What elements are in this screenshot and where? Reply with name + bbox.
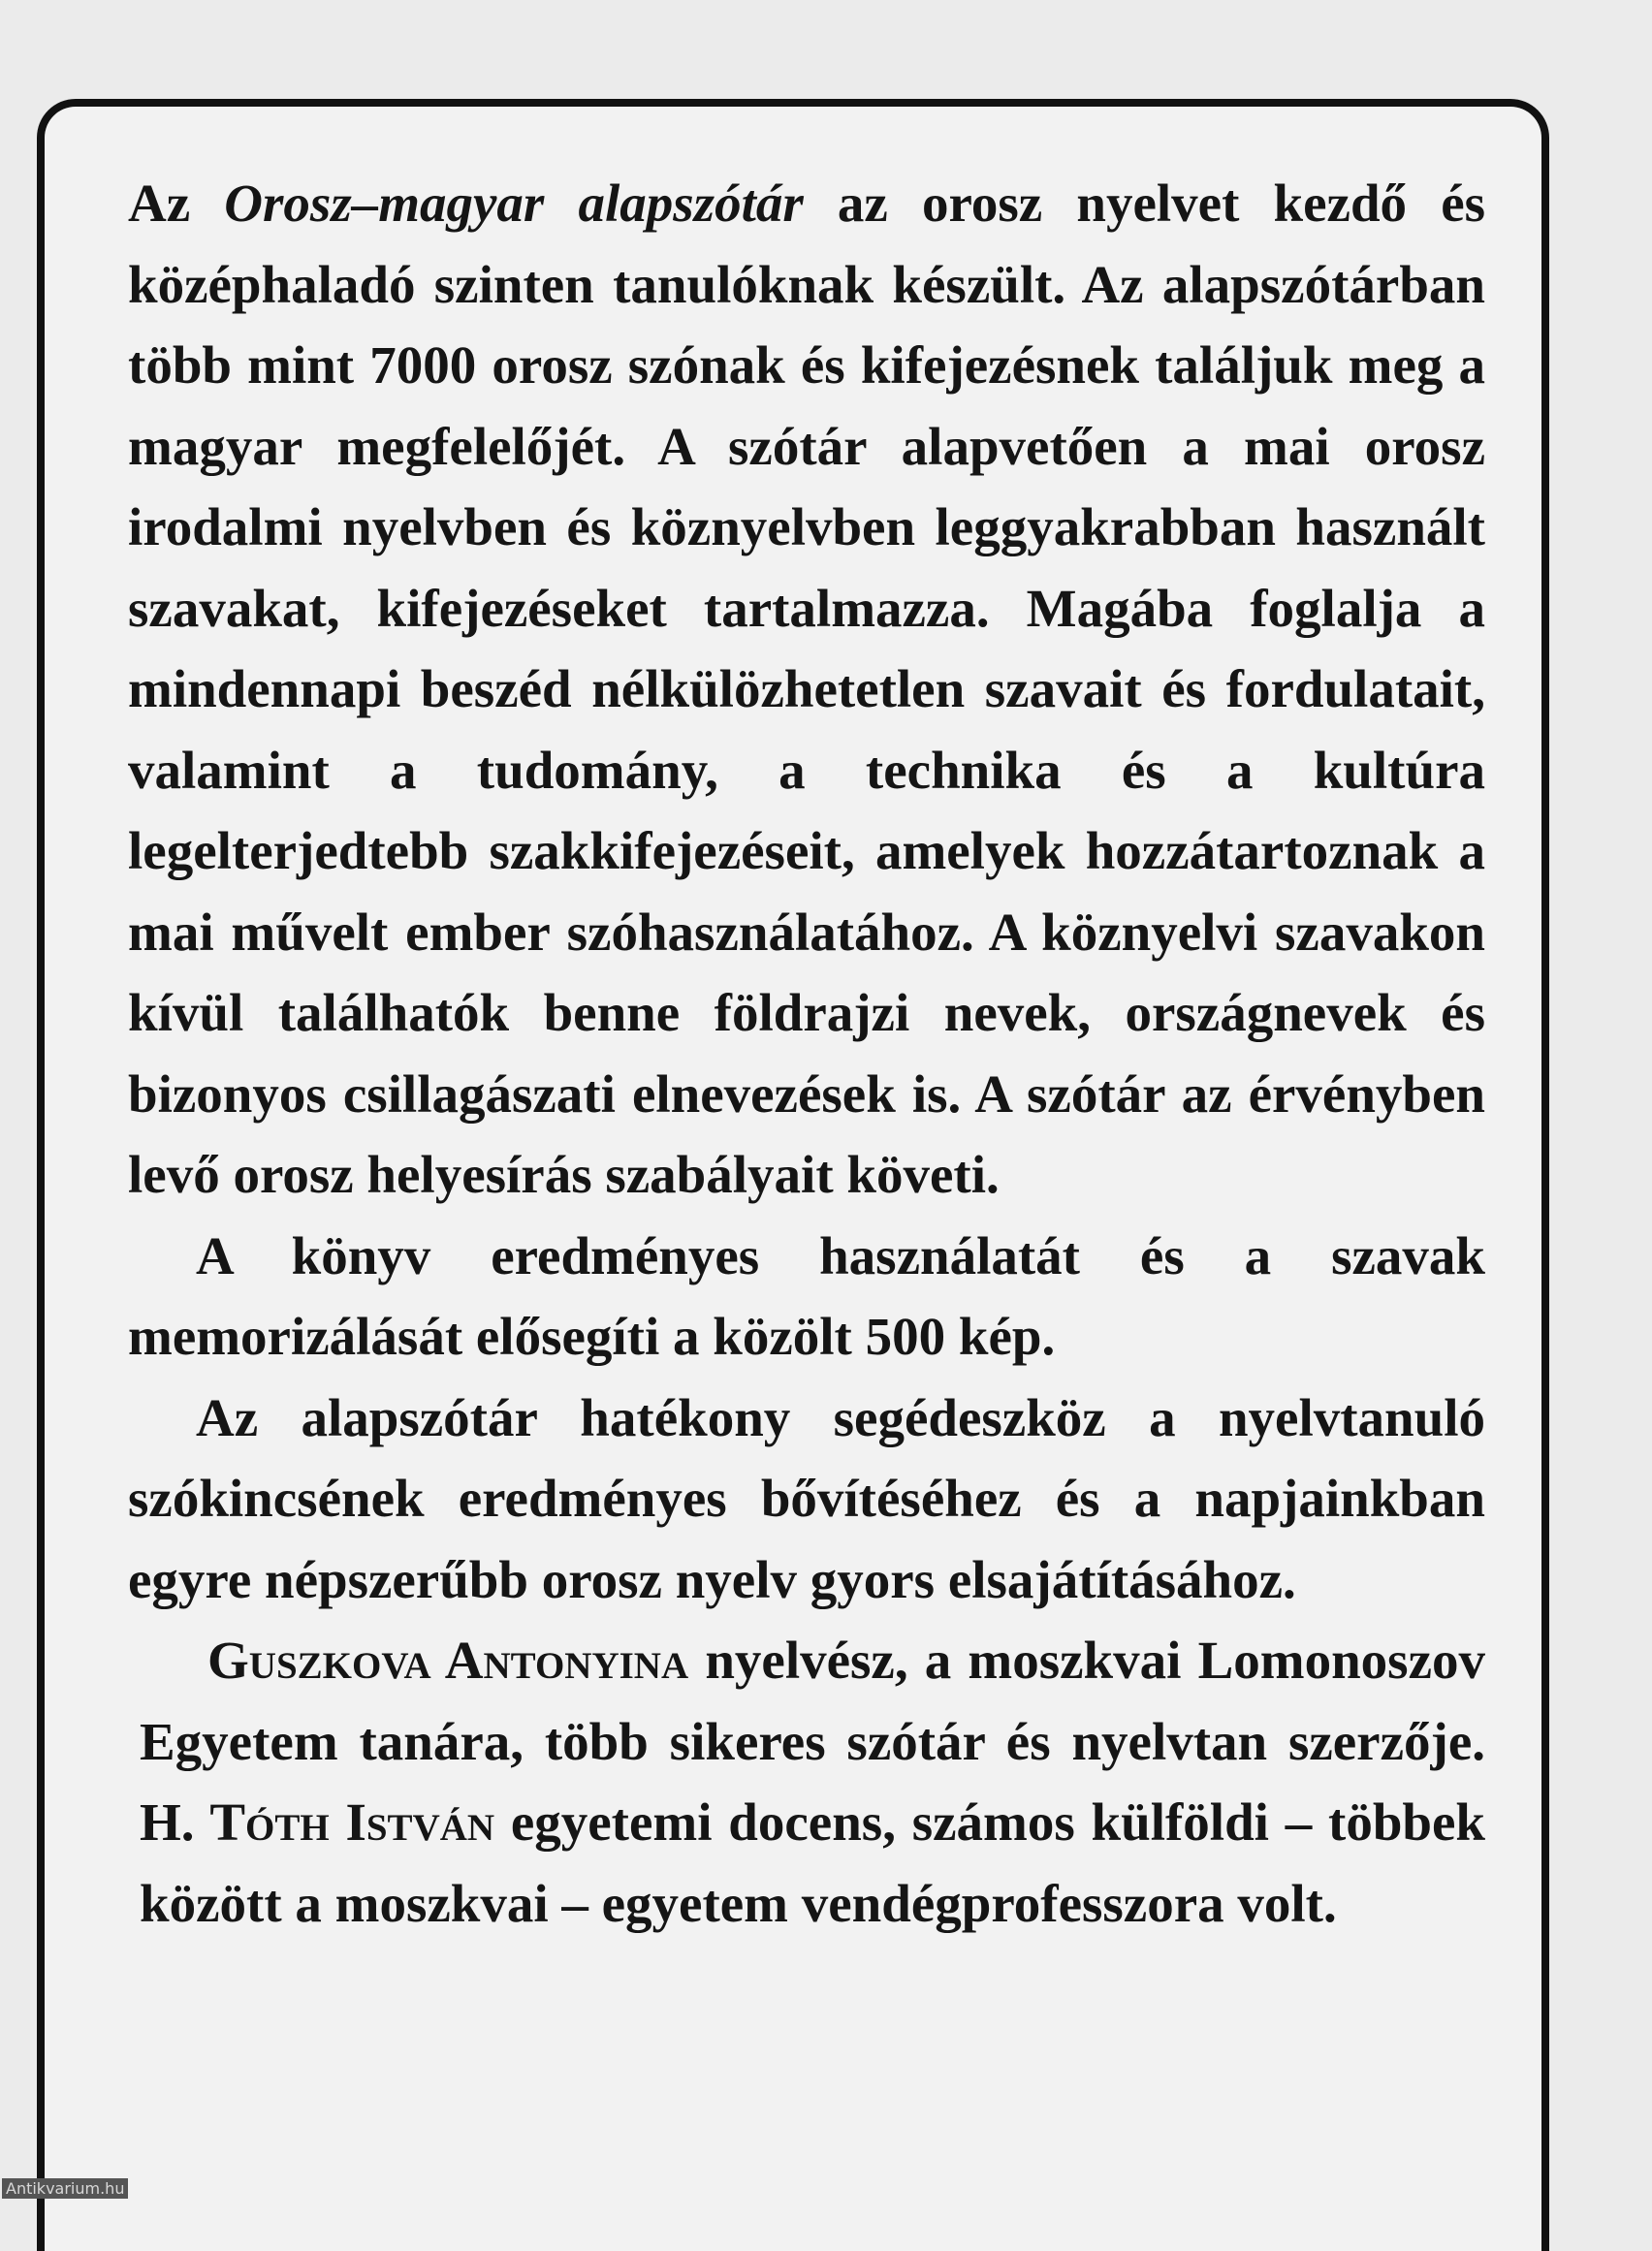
paragraph-intro	[128, 163, 1485, 1216]
paragraph-images: A könyv eredményes használatát és a szavak memorizálását elősegíti a közölt 500 kép.	[128, 1225, 1485, 1366]
book-blurb	[128, 163, 1485, 1944]
paragraph-usefulness: Az alapszótár hatékony segédeszköz a nyelvtanuló szókincsének eredményes bővítéséhez és a napjainkban egyre népszerűbb orosz nyelv gyors elsajátításához.	[128, 1387, 1485, 1609]
intro-word: Az	[128, 174, 191, 233]
author-name-1: Guszkova Antonyina	[207, 1631, 689, 1690]
author-bio-2: egyetemi docens, számos külföldi – többek között a moszkvai – egyetem vendégprofesszora volt.	[140, 1792, 1486, 1933]
paragraph-authors	[128, 1620, 1485, 1944]
intro-body: az orosz nyelvet kezdő és középhaladó szinten tanulóknak készült. Az alapszótárban több mint 7000 orosz szónak és kifejezésnek találjuk meg a magyar megfelelőjét. A szótár alapvetően a mai orosz irodalmi nyelvben és köznyelvben leggyakrabban használt szavakat, kifejezéseket tartalmazza. Magába foglalja a mindennapi beszéd nélkülözhetetlen szavait és fordulatait, valamint a tudomány, a technika és a kultúra legelterjedtebb szakkifejezéseit, amelyek hozzátartoznak a mai művelt ember szóhasználatához. A köznyelvi szavakon kívül találhatók benne földrajzi nevek, országnevek és bizonyos csillagászati elnevezések is. A szótár az érvényben levő orosz helyesírás szabályait követi.	[128, 174, 1486, 1204]
author-bio-1: nyelvész, a moszkvai Lomonoszov Egyetem tanára, több sikeres szótár és nyelvtan szerzője.	[140, 1631, 1485, 1771]
book-title: Orosz–magyar alapszótár	[224, 174, 804, 233]
watermark-label: Antikvarium.hu	[2, 2178, 128, 2199]
author-name-2: H. Tóth István	[140, 1792, 495, 1852]
